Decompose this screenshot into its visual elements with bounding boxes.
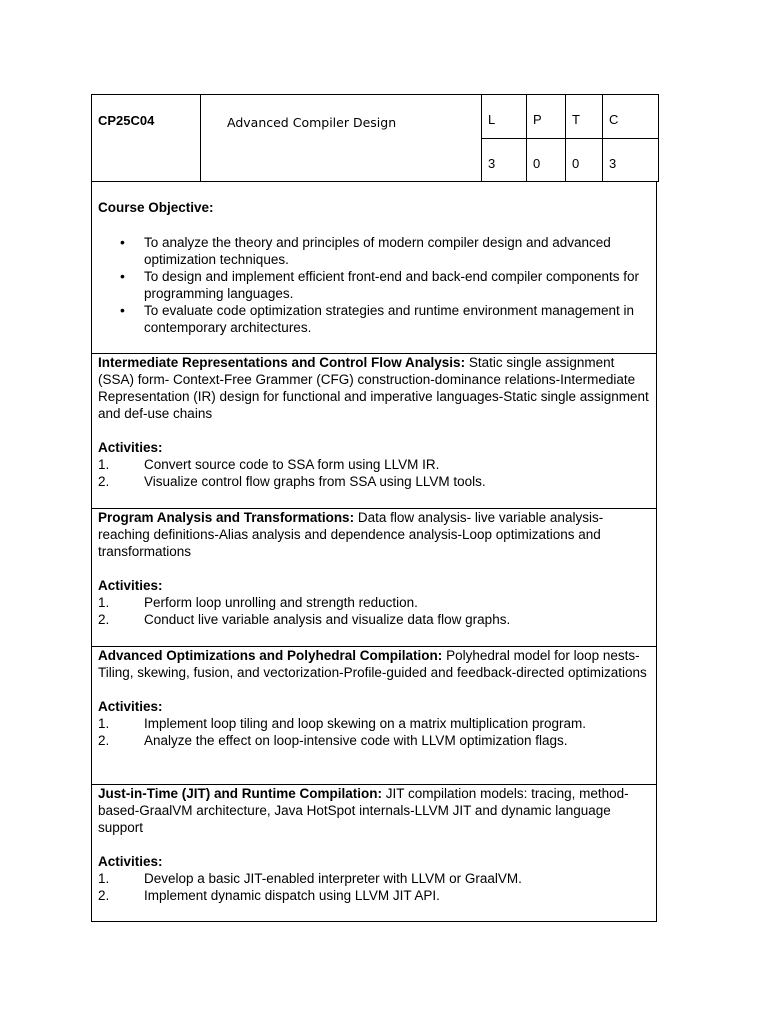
ltpc-value-t: 0 (566, 138, 603, 182)
objective-heading: Course Objective: (98, 200, 214, 215)
activities-heading: Activities: (98, 854, 163, 869)
unit-section-2 (91, 509, 657, 647)
activity-item: 2. Implement dynamic dispatch using LLVM JIT API. (98, 888, 440, 903)
course-title: Advanced Compiler Design (201, 95, 482, 182)
activity-item: 1. Perform loop unrolling and strength reduction. (98, 595, 418, 610)
activity-item: 2. Visualize control flow graphs from SSA using LLVM tools. (98, 474, 486, 489)
syllabus-document (91, 94, 657, 922)
course-code: CP25C04 (92, 95, 201, 182)
activity-item: 1. Develop a basic JIT-enabled interpreter with LLVM or GraalVM. (98, 871, 522, 886)
objective-list (98, 234, 650, 336)
ltpc-value-c: 3 (603, 138, 659, 182)
unit-text (98, 647, 650, 681)
unit-body: Data flow analysis- live variable analysis-reaching definitions-Alias analysis and dependence analysis-Loop optimizations and transformations (98, 510, 604, 559)
activity-item: 1. Convert source code to SSA form using LLVM IR. (98, 457, 440, 472)
activity-item: 2. Conduct live variable analysis and visualize data flow graphs. (98, 612, 511, 627)
ltpc-label-p: P (527, 95, 566, 139)
unit-heading: Intermediate Representations and Control Flow Analysis: (98, 355, 466, 370)
unit-heading: Advanced Optimizations and Polyhedral Compilation: (98, 648, 443, 663)
activities-heading: Activities: (98, 578, 163, 593)
ltpc-label-l: L (482, 95, 527, 139)
unit-body: JIT compilation models: tracing, method-based-GraalVM architecture, Java HotSpot internals-LLVM JIT and dynamic language support (98, 786, 629, 835)
unit-section-4 (91, 785, 657, 922)
ltpc-value-p: 0 (527, 138, 566, 182)
activity-item: 2. Analyze the effect on loop-intensive code with LLVM optimization flags. (98, 733, 568, 748)
unit-text (98, 509, 650, 560)
activities-heading: Activities: (98, 440, 163, 455)
ltpc-label-c: C (603, 95, 659, 139)
unit-section-1 (91, 354, 657, 509)
objective-item: • To evaluate code optimization strategies and runtime environment management in contemporary architectures. (144, 302, 650, 336)
course-objective-section (91, 182, 657, 354)
unit-text (98, 785, 650, 836)
unit-heading: Just-in-Time (JIT) and Runtime Compilation: (98, 786, 383, 801)
unit-heading: Program Analysis and Transformations: (98, 510, 355, 525)
activity-item: 1. Implement loop tiling and loop skewing on a matrix multiplication program. (98, 716, 586, 731)
ltpc-value-l: 3 (482, 138, 527, 182)
unit-body: Static single assignment (SSA) form- Context-Free Grammer (CFG) construction-dominance relations-Intermediate Representation (IR) design for functional and imperative languages-Static single assignment and def-use chains (98, 355, 649, 421)
unit-text (98, 354, 650, 422)
unit-body: Polyhedral model for loop nests-Tiling, skewing, fusion, and vectorization-Profile-guided and feedback-directed optimizations (98, 648, 647, 680)
ltpc-label-t: T (566, 95, 603, 139)
objective-item: • To analyze the theory and principles of modern compiler design and advanced optimization techniques. (144, 234, 650, 268)
course-header-table (91, 94, 659, 182)
unit-section-3 (91, 647, 657, 785)
objective-item: • To design and implement efficient front-end and back-end compiler components for programming languages. (144, 268, 650, 302)
activities-heading: Activities: (98, 699, 163, 714)
